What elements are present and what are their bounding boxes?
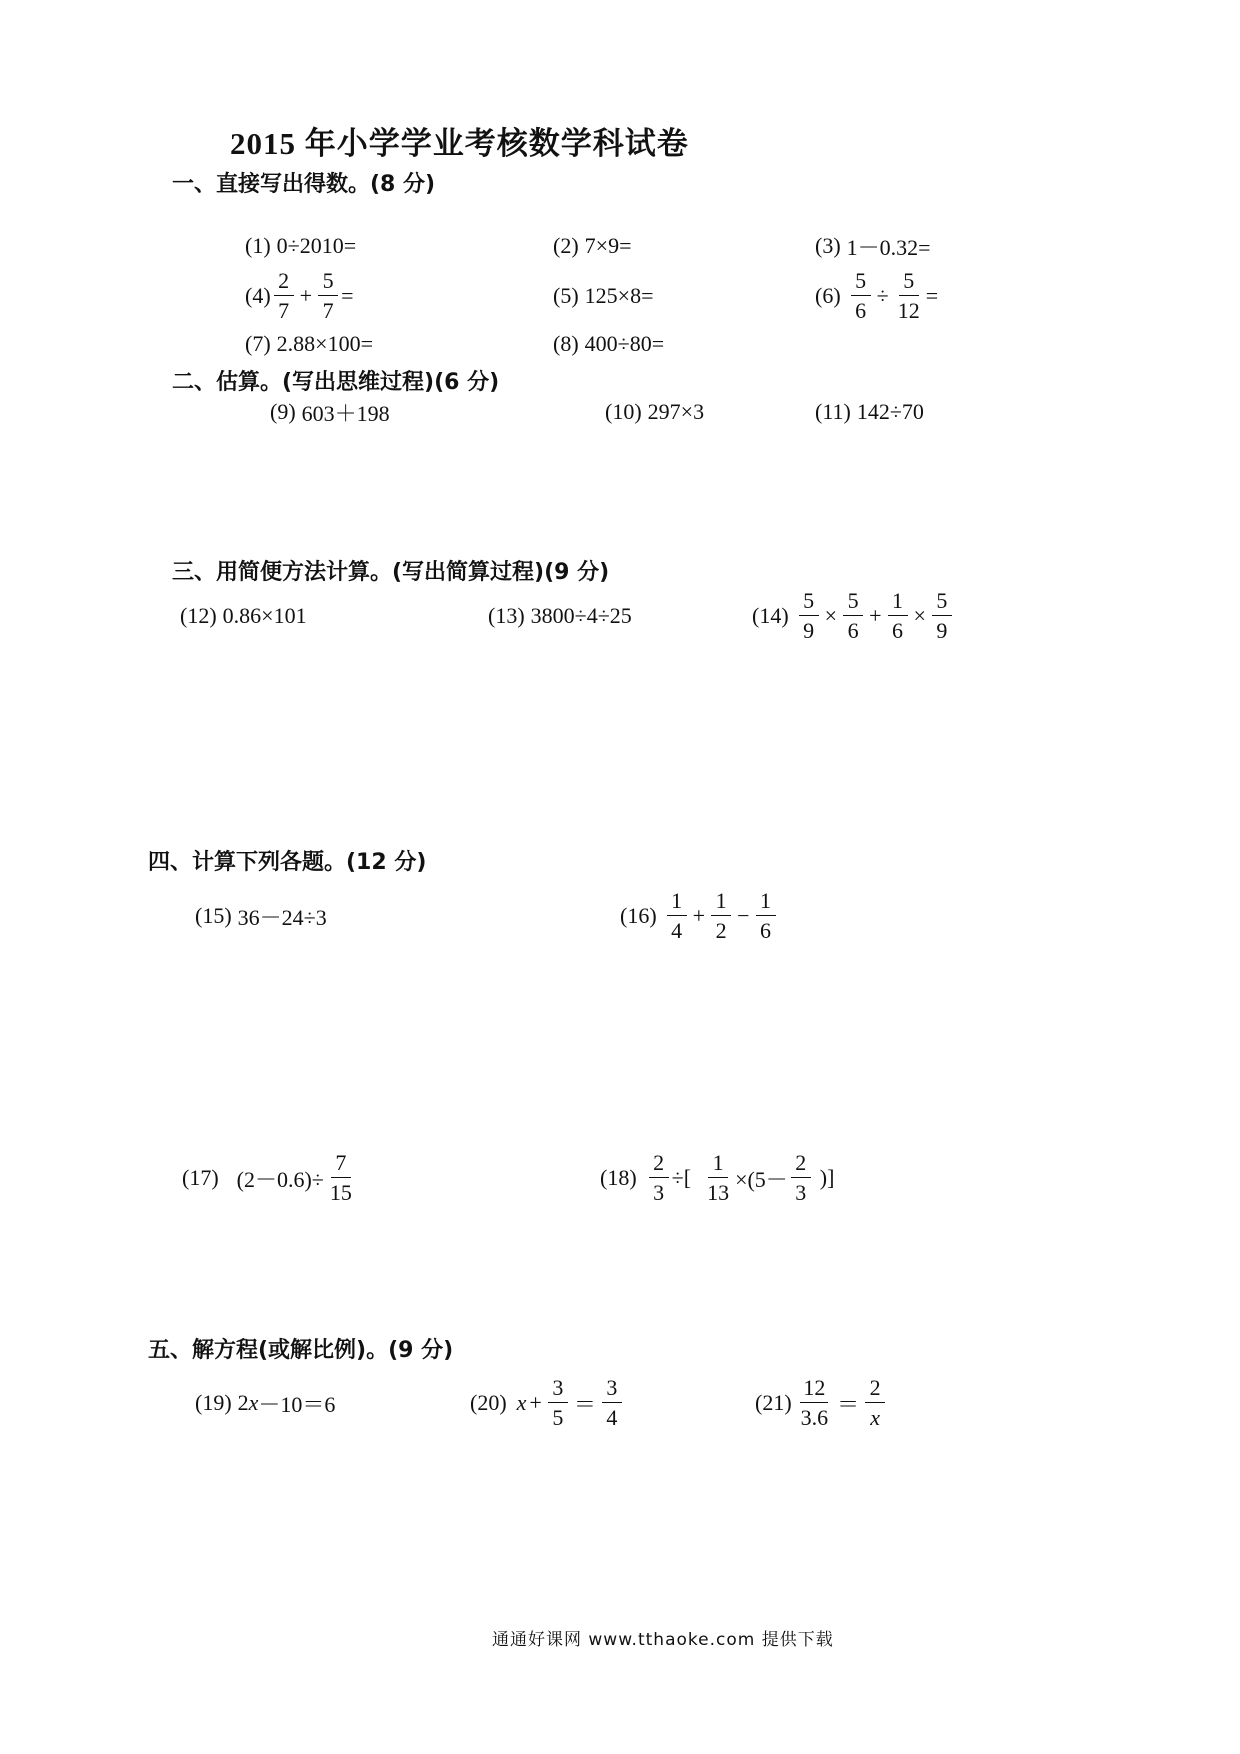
q18-den-3: 3 — [795, 1180, 807, 1205]
q21-label: (21) — [755, 1390, 792, 1415]
question-16 — [620, 888, 779, 944]
q20-num-1: 3 — [548, 1377, 568, 1403]
q16-label: (16) — [620, 903, 657, 928]
q7-label: (7) — [245, 331, 271, 356]
q6-num-1: 5 — [851, 270, 871, 296]
q20-fraction-1 — [548, 1377, 568, 1429]
q18-divide-bracket: ÷[ — [671, 1165, 692, 1190]
exam-title: 2015 年小学学业考核数学科试卷 — [230, 126, 689, 161]
q14-den-1: 9 — [803, 618, 815, 643]
q21-num-1: 12 — [800, 1377, 828, 1403]
q21-den-2: x — [870, 1405, 881, 1430]
q20-num-2: 3 — [602, 1377, 622, 1403]
q9-label: (9) — [270, 399, 296, 424]
q14-den-4: 9 — [936, 618, 948, 643]
q19-variable: x — [248, 1390, 259, 1415]
q18-den-2: 13 — [707, 1180, 730, 1205]
q3-label: (3) — [815, 233, 841, 258]
question-7 — [245, 316, 373, 372]
q20-den-1: 5 — [552, 1405, 564, 1430]
q15-expr: 36－24÷3 — [237, 904, 327, 930]
q20-equals: ＝ — [573, 1391, 596, 1417]
q10-label: (10) — [605, 399, 642, 424]
q20-fraction-2 — [602, 1377, 622, 1429]
footer-credit: 通通好课网 www.tthaoke.com 提供下载 — [492, 1630, 834, 1650]
q21-num-2: 2 — [865, 1377, 885, 1403]
q16-operator-2: − — [737, 903, 750, 928]
q16-den-2: 2 — [715, 918, 727, 943]
q20-variable: x — [516, 1390, 527, 1415]
section-2-heading: 二、估算。(写出思维过程)(6 分) — [172, 370, 500, 395]
section-5-heading: 五、解方程(或解比例)。(9 分) — [148, 1338, 454, 1363]
q12-label: (12) — [180, 603, 217, 628]
q20-operator: + — [529, 1390, 542, 1415]
q18-times-paren: ×(5－ — [735, 1166, 788, 1192]
q14-fraction-4 — [932, 590, 952, 642]
q4-fraction-1 — [274, 270, 294, 322]
section-1-heading: 一、直接写出得数。(8 分) — [172, 172, 436, 197]
q6-den-2: 12 — [897, 298, 920, 323]
q2-label: (2) — [553, 233, 579, 258]
question-3 — [815, 218, 931, 274]
q12-expr: 0.86×101 — [222, 603, 307, 628]
question-17 — [182, 1150, 358, 1206]
q14-operator-3: × — [913, 603, 926, 628]
q16-operator-1: + — [692, 903, 706, 928]
q21-equals: ＝ — [837, 1391, 860, 1417]
question-2 — [553, 218, 631, 274]
question-10 — [605, 384, 704, 440]
q16-num-2: 1 — [711, 890, 731, 916]
q18-label: (18) — [600, 1165, 637, 1190]
q14-fraction-3 — [888, 590, 908, 642]
q16-fraction-1 — [667, 890, 687, 942]
q18-fraction-3 — [791, 1152, 811, 1204]
q18-num-1: 2 — [649, 1152, 669, 1178]
q6-den-1: 6 — [855, 298, 867, 323]
q14-label: (14) — [752, 603, 789, 628]
question-19 — [195, 1375, 335, 1431]
q4-operator: + — [299, 283, 313, 308]
question-18 — [600, 1150, 834, 1206]
q5-expr: 125×8= — [584, 283, 654, 308]
q5-label: (5) — [553, 283, 579, 308]
question-11 — [815, 384, 924, 440]
section-3-heading: 三、用简便方法计算。(写出简算过程)(9 分) — [172, 560, 610, 585]
q13-label: (13) — [488, 603, 525, 628]
q11-expr: 142÷70 — [856, 399, 924, 424]
q16-fraction-3 — [756, 890, 776, 942]
q21-fraction-1 — [798, 1377, 832, 1429]
q16-den-3: 6 — [760, 918, 771, 943]
q17-fraction — [327, 1152, 355, 1204]
q14-fraction-2 — [843, 590, 863, 642]
q16-fraction-2 — [711, 890, 731, 942]
question-21 — [755, 1375, 888, 1431]
q13-expr: 3800÷4÷25 — [530, 603, 632, 628]
q4-den-1: 7 — [278, 298, 290, 323]
q14-operator-2: + — [869, 603, 882, 628]
question-15 — [195, 888, 327, 944]
question-12 — [180, 588, 307, 644]
q14-num-3: 1 — [888, 590, 908, 616]
q17-prefix: (2－0.6)÷ — [236, 1166, 324, 1192]
section-4-heading: 四、计算下列各题。(12 分) — [148, 850, 427, 875]
q14-den-3: 6 — [892, 618, 903, 643]
q17-label: (17) — [182, 1165, 219, 1190]
question-13 — [488, 588, 632, 644]
q6-fraction-2 — [895, 270, 923, 322]
q21-den-1: 3.6 — [800, 1405, 829, 1430]
q6-equals: = — [925, 283, 939, 308]
q18-closing: )] — [819, 1165, 835, 1190]
q14-operator-1: × — [824, 603, 838, 628]
q1-expr: 0÷2010= — [276, 233, 357, 258]
q11-label: (11) — [815, 399, 851, 424]
q4-num-1: 2 — [274, 270, 294, 296]
q4-num-2: 5 — [318, 270, 338, 296]
q4-equals: = — [341, 283, 354, 308]
q17-den: 15 — [329, 1180, 352, 1205]
q14-num-4: 5 — [932, 590, 952, 616]
q18-num-2: 1 — [708, 1152, 728, 1178]
q6-fraction-1 — [851, 270, 871, 322]
q18-fraction-2 — [704, 1152, 732, 1204]
q14-num-1: 5 — [799, 590, 819, 616]
question-8 — [553, 316, 664, 372]
q2-expr: 7×9= — [584, 233, 632, 258]
q3-expr: 1－0.32= — [846, 234, 931, 260]
q18-fraction-1 — [649, 1152, 669, 1204]
q8-label: (8) — [553, 331, 579, 356]
q4-label: (4) — [245, 283, 271, 308]
q21-fraction-2 — [865, 1377, 885, 1429]
q20-label: (20) — [470, 1390, 507, 1415]
q9-expr: 603＋198 — [301, 400, 390, 426]
question-9 — [270, 384, 390, 440]
q18-num-3: 2 — [791, 1152, 811, 1178]
q4-fraction-2 — [318, 270, 338, 322]
q6-operator: ÷ — [876, 283, 889, 308]
q19-coefficient: 2 — [237, 1390, 249, 1415]
question-6 — [815, 268, 938, 324]
q16-den-1: 4 — [671, 918, 683, 943]
q16-num-3: 1 — [756, 890, 776, 916]
q4-den-2: 7 — [322, 298, 334, 323]
question-20 — [470, 1375, 625, 1431]
q18-den-1: 3 — [653, 1180, 665, 1205]
q7-expr: 2.88×100= — [276, 331, 373, 356]
q19-rest: －10＝6 — [258, 1391, 336, 1417]
q14-den-2: 6 — [847, 618, 859, 643]
q6-label: (6) — [815, 283, 841, 308]
q14-fraction-1 — [799, 590, 819, 642]
q20-den-2: 4 — [606, 1405, 618, 1430]
q17-num: 7 — [331, 1152, 351, 1178]
q10-expr: 297×3 — [647, 399, 705, 424]
q1-label: (1) — [245, 233, 271, 258]
q16-num-1: 1 — [667, 890, 687, 916]
question-1 — [245, 218, 356, 274]
q8-expr: 400÷80= — [584, 331, 665, 356]
question-14 — [752, 588, 955, 644]
q19-label: (19) — [195, 1390, 232, 1415]
q6-num-2: 5 — [899, 270, 919, 296]
q15-label: (15) — [195, 903, 232, 928]
q14-num-2: 5 — [843, 590, 863, 616]
